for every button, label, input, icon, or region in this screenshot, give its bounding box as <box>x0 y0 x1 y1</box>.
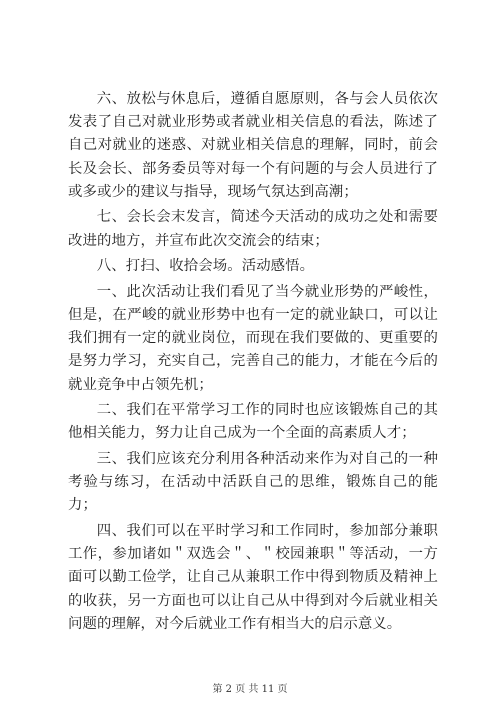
document-body <box>68 88 438 636</box>
paragraph-insight-one: 一、此次活动让我们看见了当今就业形势的严峻性，但是，在严峻的就业形势中也有一定的就业缺口，可以让我们拥有一定的就业岗位，而现在我们要做的、更重要的是努力学习，充实自己，完善自己的能力，才能在今后的就业竞争中占领先机； <box>68 283 438 393</box>
paragraph-insight-four: 四、我们可以在平时学习和工作同时，参加部分兼职工作，参加诸如＂双选会＂、＂校园兼职＂等活动，一方面可以勤工俭学，让自己从兼职工作中得到物质及精神上的收获，另一方面也可以让自己从中得到对今后就业相关问题的理解，对今后就业工作有相当大的启示意义。 <box>68 523 438 632</box>
paragraph-insight-three: 三、我们应该充分利用各种活动来作为对自己的一种考验与练习，在活动中活跃自己的思维，锻炼自己的能力； <box>68 451 438 514</box>
paragraph-insight-two: 二、我们在平常学习工作的同时也应该锻炼自己的其他相关能力，努力让自己成为一个全面的高素质人才； <box>68 402 438 442</box>
paragraph-seven: 七、会长会末发言，简述今天活动的成功之处和需要改进的地方，并宣布此次交流会的结束； <box>68 209 438 249</box>
paragraph-six: 六、放松与休息后，遵循自愿原则，各与会人员依次发表了自己对就业形势或者就业相关信息的看法，陈述了自己对就业的迷惑、对就业相关信息的理解，同时，前会长及会长、部务委员等对每一个有问题的与会人员进行了或多或少的建议与指导，现场气氛达到高潮； <box>68 91 438 200</box>
paragraph-eight: 八、打扫、收拾会场。活动感悟。 <box>96 258 315 275</box>
page-number-footer: 第 2 页 共 11 页 <box>212 684 288 695</box>
